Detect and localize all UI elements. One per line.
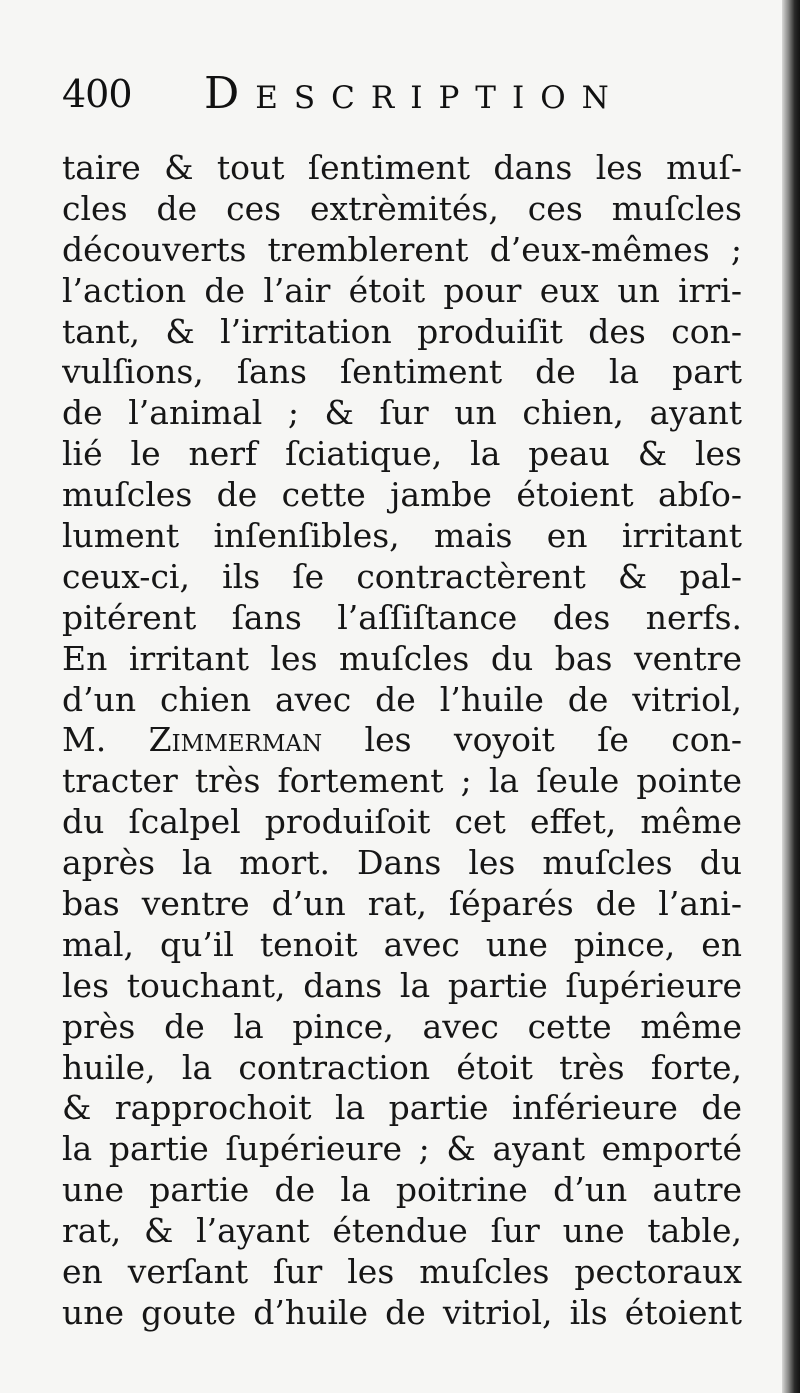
text-line: après la mort. Dans les muſcles du [62,843,742,883]
text-line: découverts tremblerent d’eux-mêmes ; [62,229,742,269]
text-line: près de la pince, avec cette même [62,1006,742,1046]
text-line: rat, & l’ayant étendue ſur une table, [62,1211,742,1251]
text-line: mal, qu’il tenoit avec une pince, en [62,924,742,964]
body-text [62,148,742,1334]
text-line: de l’animal ; & ſur un chien, ayant [62,393,742,433]
text-line: une goute d’huile de vitriol, ils étoient [62,1292,742,1332]
text-line: En irritant les muſcles du bas ventre [62,638,742,678]
text-line: & rapprochoit la partie inférieure de [62,1088,742,1128]
text-line: la partie ſupérieure ; & ayant emporté [62,1129,742,1169]
text-line: cles de ces extrèmités, ces muſcles [62,188,742,228]
author-name: Zimmerman [148,720,323,760]
line-suffix: les voyoit ſe con- [322,720,742,760]
text-line: muſcles de cette jambe étoient abſo- [62,475,742,515]
running-title: Description [204,68,625,119]
text-line: tant, & l’irritation produiſit des con- [62,311,742,351]
text-line: lument inſenſibles, mais en irritant [62,516,742,556]
text-line: en verſant ſur les muſcles pectoraux [62,1252,742,1292]
text-line: huile, la contraction étoit très forte, [62,1047,742,1087]
text-line: d’un chien avec de l’huile de vitriol, [62,679,742,719]
text-line: du ſcalpel produiſoit cet effet, même [62,802,742,842]
text-line: taire & tout ſentiment dans les muſ- [62,148,742,187]
text-line: une partie de la poitrine d’un autre [62,1170,742,1210]
text-line-with-name [62,720,742,761]
page-header [62,62,625,132]
text-line: ceux-ci, ils ſe contractèrent & pal- [62,556,742,596]
text-line: bas ventre d’un rat, ſéparés de l’ani- [62,884,742,924]
page-edge-shadow [782,0,800,1393]
text-line: pitérent ſans l’aſſiſtance des nerfs. [62,597,742,637]
page-number: 400 [62,72,132,116]
text-line: l’action de l’air étoit pour eux un irri- [62,270,742,310]
text-line: tracter très fortement ; la ſeule pointe [62,761,742,801]
line-prefix: M. [62,720,149,760]
text-line: les touchant, dans la partie ſupérieure [62,965,742,1005]
text-line: vulſions, ſans ſentiment de la part [62,352,742,392]
text-line: lié le nerf ſciatique, la peau & les [62,434,742,474]
